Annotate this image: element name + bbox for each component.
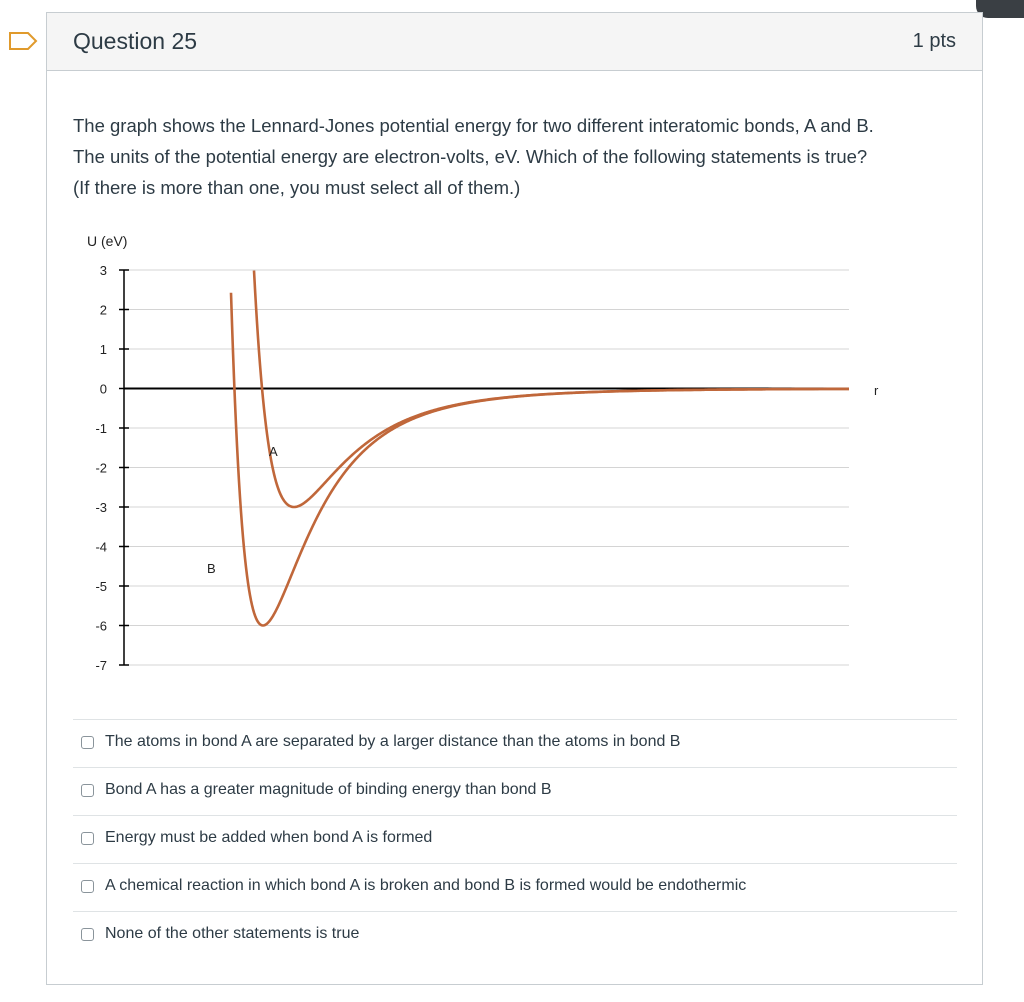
y-tick-label: 2 — [99, 302, 107, 318]
y-tick-label: -4 — [95, 539, 107, 555]
question-text-line: (If there is more than one, you must select all of them.) — [73, 177, 521, 198]
y-tick-label: 0 — [99, 381, 107, 397]
answer-checkbox[interactable] — [81, 928, 94, 941]
answer-list — [73, 719, 957, 959]
y-tick-label: -5 — [95, 579, 107, 594]
answer-option[interactable] — [73, 815, 957, 863]
question-text-line: The graph shows the Lennard-Jones potential energy for two different interatomic bonds, A and B. — [73, 115, 874, 136]
question-card — [46, 12, 983, 985]
y-tick-label: 1 — [99, 342, 107, 357]
y-tick-label: 3 — [99, 263, 107, 278]
answer-label[interactable]: A chemical reaction in which bond A is broken and bond B is formed would be endothermic — [105, 877, 747, 894]
lennard-jones-chart — [1, 1, 1024, 701]
answer-option[interactable] — [73, 767, 957, 815]
answer-checkbox[interactable] — [81, 784, 94, 797]
answer-label[interactable]: None of the other statements is true — [105, 925, 360, 942]
answer-checkbox[interactable] — [81, 880, 94, 893]
curve-label-a: A — [269, 444, 278, 459]
answer-checkbox[interactable] — [81, 736, 94, 749]
answer-label[interactable]: The atoms in bond A are separated by a larger distance than the atoms in bond B — [105, 733, 681, 750]
y-tick-label: -1 — [95, 421, 107, 436]
curve-label-b: B — [207, 561, 216, 576]
answer-label[interactable]: Bond A has a greater magnitude of binding energy than bond B — [105, 781, 552, 798]
y-tick-label: -3 — [95, 500, 107, 515]
x-axis-label: r — [874, 383, 879, 398]
answer-label[interactable]: Energy must be added when bond A is formed — [105, 829, 433, 846]
question-title: Question 25 — [73, 28, 198, 54]
curve-b — [231, 293, 849, 626]
y-axis-label: U (eV) — [87, 233, 128, 249]
y-tick-label: -2 — [95, 460, 107, 476]
answer-option[interactable] — [73, 863, 957, 911]
answer-option[interactable] — [73, 911, 957, 959]
question-text-line: The units of the potential energy are electron-volts, eV. Which of the following statements is true? — [73, 146, 868, 167]
y-tick-label: -6 — [95, 618, 107, 634]
question-points: 1 pts — [912, 30, 956, 52]
answer-checkbox[interactable] — [81, 832, 94, 845]
y-tick-label: -7 — [95, 658, 107, 673]
answer-option[interactable] — [73, 719, 957, 767]
